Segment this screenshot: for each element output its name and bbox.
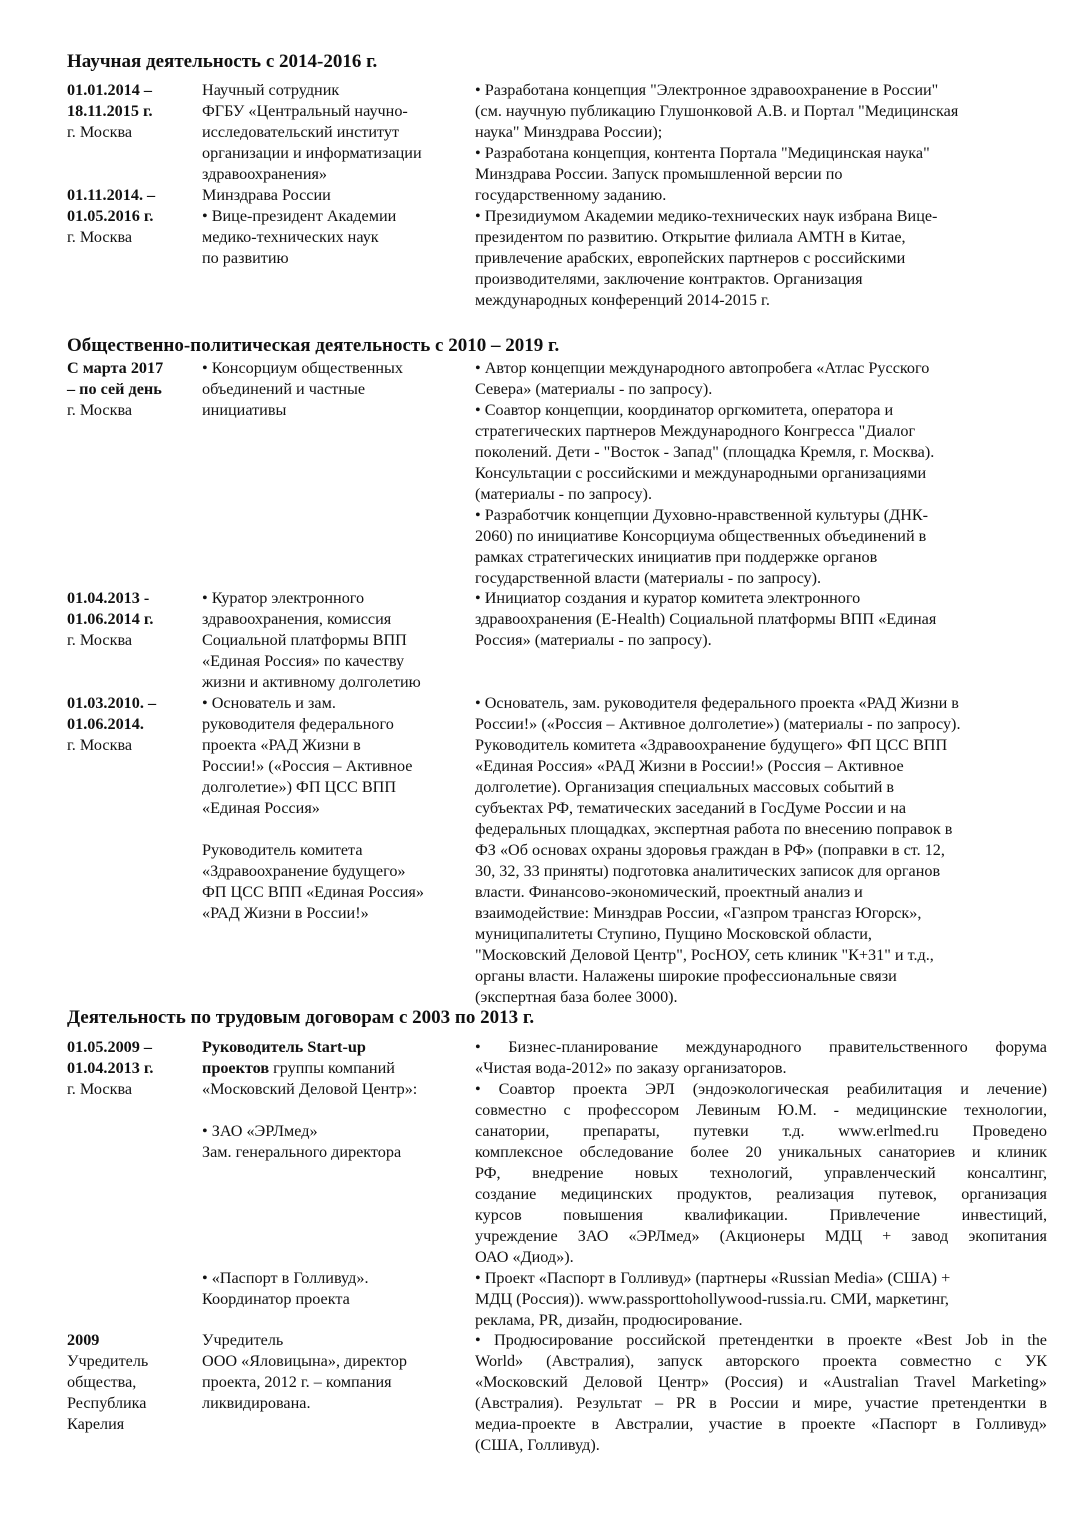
entry-role xyxy=(202,693,472,924)
role-line: руководителя федерального xyxy=(202,715,394,733)
entry-dates xyxy=(67,1330,195,1435)
detail-line: • Соавтор проекта ЭРЛ (эндоэкологическая реабилитация и лечение) xyxy=(475,1080,1047,1098)
detail-line: президентом по развитию. Открытие филиала АМТН в Китае, xyxy=(475,228,906,246)
role-line: • ЗАО «ЭРЛмед» xyxy=(202,1122,318,1140)
role-line: инициативы xyxy=(202,401,287,419)
entry-role xyxy=(202,1330,472,1414)
date-year: 2009 xyxy=(67,1331,100,1349)
detail-line: наука" Минздрава России); xyxy=(475,123,663,141)
date-line: Карелия xyxy=(67,1415,125,1433)
date-line: Учредитель xyxy=(67,1352,149,1370)
detail-line: (см. научную публикацию Глушонковой А.В. и Портал "Медицинская xyxy=(475,102,959,120)
detail-line: • Соавтор концепции, координатор оргкомитета, оператора и xyxy=(475,401,894,419)
entry-role xyxy=(202,1037,472,1163)
role-line: Минздрава России xyxy=(202,186,331,204)
date-end: – по сей день xyxy=(67,380,162,398)
role-line: «РАД Жизни в России!» xyxy=(202,904,369,922)
entry-role xyxy=(202,358,472,421)
section-title-science: Научная деятельность с 2014-2016 г. xyxy=(67,51,378,72)
role-line: ФП ЦСС ВПП «Единая Россия» xyxy=(202,883,424,901)
detail-line: World» (Австралия), запуск авторского проекта совместно с УК xyxy=(475,1352,1047,1370)
entry-dates xyxy=(67,693,195,756)
role-title-tail: группы компаний xyxy=(269,1059,395,1077)
section-title-public: Общественно-политическая деятельность с 2010 – 2019 г. xyxy=(67,335,560,356)
date-location: г. Москва xyxy=(67,1080,133,1098)
detail-line: поколений. Дети - "Восток - Запад" (площадка Кремля, г. Москва). xyxy=(475,443,935,461)
entry-details xyxy=(475,1037,1047,1268)
date-line: Республика xyxy=(67,1394,147,1412)
date-location: г. Москва xyxy=(67,123,133,141)
date-location: г. Москва xyxy=(67,736,133,754)
date-location: г. Москва xyxy=(67,631,133,649)
detail-line: международных конференций 2014-2015 г. xyxy=(475,291,770,309)
date-start: 01.04.2013 - xyxy=(67,589,150,607)
detail-line: взаимодействие: Минздрав России, «Газпром трансгаз Югорск», xyxy=(475,904,922,922)
detail-line: долголетие). Организация специальных массовых событий в xyxy=(475,778,895,796)
role-title-line: Руководитель Start-up xyxy=(202,1038,366,1056)
detail-line: ОАО «Диод»). xyxy=(475,1248,574,1266)
entry-dates xyxy=(67,185,195,248)
detail-line: учреждение ЗАО «ЭРЛмед» (Акционеры МДЦ + завод экопитания xyxy=(475,1227,1047,1245)
detail-line: 2060) по инициативе Консорциума общественных объединений в xyxy=(475,527,927,545)
detail-line: производителями, заключение контрактов. Организация xyxy=(475,270,863,288)
detail-line: Минздрава России. Запуск промышленной версии по xyxy=(475,165,843,183)
role-line: ФГБУ «Центральный научно- xyxy=(202,102,408,120)
role-line: «Единая Россия» xyxy=(202,799,320,817)
role-line: по развитию xyxy=(202,249,289,267)
entry-details xyxy=(475,588,1047,651)
role-line: • «Паспорт в Голливуд». xyxy=(202,1269,369,1287)
date-start: 01.03.2010. – xyxy=(67,694,157,712)
role-line: «Здравоохранение будущего» xyxy=(202,862,406,880)
detail-line: власти. Финансово-экономический, проектный анализ и xyxy=(475,883,863,901)
role-line xyxy=(202,819,472,840)
entry-role xyxy=(202,80,472,185)
role-line: долголетие») ФП ЦСС ВПП xyxy=(202,778,397,796)
entry-dates xyxy=(67,588,195,651)
detail-line: медиа-проекте в Австралии, участие в проекте «Паспорт в Голливуд» xyxy=(475,1415,1047,1433)
role-line: проекта, 2012 г. – компания xyxy=(202,1373,392,1391)
role-line: ООО «Яловицына», директор xyxy=(202,1352,407,1370)
role-line: здравоохранения» xyxy=(202,165,328,183)
date-start: 01.05.2009 – xyxy=(67,1038,152,1056)
entry-role xyxy=(202,185,472,269)
section-title-employment: Деятельность по трудовым договорам с 2003 по 2013 г. xyxy=(67,1007,535,1028)
entry-role xyxy=(202,1268,472,1310)
detail-line: • Основатель, зам. руководителя федерального проекта «РАД Жизни в xyxy=(475,694,959,712)
detail-line: 30, 32, 33 приняты) подготовка аналитических записок для органов xyxy=(475,862,941,880)
date-end: 18.11.2015 г. xyxy=(67,102,153,120)
date-start: 01.01.2014 – xyxy=(67,81,152,99)
detail-line: МДЦ (Россия)). www.passporttohollywood-russia.ru. СМИ, маркетинг, xyxy=(475,1290,949,1308)
detail-line: • Продюсирование российской претендентки в проекте «Best Job in the xyxy=(475,1331,1047,1349)
role-line: ликвидирована. xyxy=(202,1394,311,1412)
role-line: • Основатель и зам. xyxy=(202,694,336,712)
detail-line: «Единая Россия» «РАД Жизни в России!» (Россия – Активное xyxy=(475,757,904,775)
role-line: • Куратор электронного xyxy=(202,589,365,607)
detail-line: • Бизнес-планирование международного правительственного форума xyxy=(475,1038,1047,1056)
date-start: 01.11.2014. – xyxy=(67,186,156,204)
entry-role xyxy=(202,588,472,693)
detail-line: привлечение арабских, европейских партнеров с российскими xyxy=(475,249,906,267)
role-line: Руководитель комитета xyxy=(202,841,363,859)
detail-line: • Разработчик концепции Духовно-нравственной культуры (ДНК- xyxy=(475,506,929,524)
detail-line: органы власти. Налажены широкие профессиональные связи xyxy=(475,967,897,985)
detail-line: муниципалитеты Ступино, Пущино Московской области, xyxy=(475,925,872,943)
detail-line: субъектах РФ, тематических заседаний в ГосДуме России и на xyxy=(475,799,907,817)
entry-dates xyxy=(67,358,195,421)
role-line xyxy=(202,1100,472,1121)
entry-details xyxy=(475,358,1047,589)
entry-dates xyxy=(67,80,195,143)
role-title-bold: проектов xyxy=(202,1059,270,1077)
date-line: общества, xyxy=(67,1373,137,1391)
role-line: исследовательский институт xyxy=(202,123,400,141)
detail-line: федеральных площадках, экспертная работа по внесению поправок в xyxy=(475,820,953,838)
date-start: С марта 2017 xyxy=(67,359,164,377)
role-line: «Московский Деловой Центр»: xyxy=(202,1080,418,1098)
role-line: Научный сотрудник xyxy=(202,81,340,99)
detail-line: «Московский Деловой Центр» (Россия) и «Australian Travel Marketing» xyxy=(475,1373,1047,1391)
role-line: организации и информатизации xyxy=(202,144,422,162)
entry-dates xyxy=(67,1037,195,1100)
detail-line: • Президиумом Академии медико-технических наук избрана Вице- xyxy=(475,207,938,225)
detail-line: РФ, внедрение новых технологий, управленческий консалтинг, xyxy=(475,1164,1047,1182)
detail-line: стратегических партнеров Международного Конгресса "Диалог xyxy=(475,422,916,440)
role-line: «Единая Россия» по качеству xyxy=(202,652,405,670)
detail-line: «Чистая вода-2012» по заказу организаторов. xyxy=(475,1059,787,1077)
role-line: жизни и активному долголетию xyxy=(202,673,421,691)
role-line: Учредитель xyxy=(202,1331,284,1349)
detail-line: реклама, PR, дизайн, продюсирование. xyxy=(475,1311,743,1329)
role-line: объединений и частные xyxy=(202,380,366,398)
detail-line: комплексное обследование более 20 уникальных санаториев и клиник xyxy=(475,1143,1047,1161)
detail-line: Консультации с российскими и международными организациями xyxy=(475,464,927,482)
date-end: 01.04.2013 г. xyxy=(67,1059,154,1077)
detail-line: ФЗ «Об основах охраны здоровья граждан в РФ» (поправки в ст. 12, xyxy=(475,841,945,859)
detail-line: (экспертная база более 3000). xyxy=(475,988,678,1006)
entry-details xyxy=(475,206,1047,311)
role-title-line-2 xyxy=(202,1058,472,1079)
detail-line: рамках стратегических инициатив при поддержке органов xyxy=(475,548,878,566)
detail-line: (Австралия). Результат – PR в России и мире, участие претендентки в xyxy=(475,1394,1047,1412)
detail-line: • Разработана концепция, контента Портала "Медицинская наука" xyxy=(475,144,930,162)
entry-details xyxy=(475,1268,1047,1331)
role-line: • Вице-президент Академии xyxy=(202,207,397,225)
date-location: г. Москва xyxy=(67,228,133,246)
detail-line: "Московский Деловой Центр", РосНОУ, сеть клиник "К+31" и т.д., xyxy=(475,946,934,964)
detail-line: (материалы - по запросу). xyxy=(475,485,652,503)
detail-line: санатории, препараты, путевки т.д. www.erlmed.ru Проведено xyxy=(475,1122,1047,1140)
entry-details xyxy=(475,693,1047,1008)
detail-line: • Разработана концепция "Электронное здравоохранение в России" xyxy=(475,81,939,99)
detail-line: создание медицинских продуктов, реализация путевок, организация xyxy=(475,1185,1047,1203)
date-end: 01.05.2016 г. xyxy=(67,207,154,225)
date-end: 01.06.2014. xyxy=(67,715,144,733)
detail-line: государственному заданию. xyxy=(475,186,667,204)
detail-line: • Автор концепции международного автопробега «Атлас Русского xyxy=(475,359,930,377)
role-line: проекта «РАД Жизни в xyxy=(202,736,361,754)
detail-line: Руководитель комитета «Здравоохранение будущего» ФП ЦСС ВПП xyxy=(475,736,948,754)
detail-line: России!» («Россия – Активное долголетие») (материалы - по запросу). xyxy=(475,715,961,733)
role-line: медико-технических наук xyxy=(202,228,379,246)
detail-line: • Инициатор создания и куратор комитета электронного xyxy=(475,589,861,607)
detail-line: курсов повышения квалификации. Привлечение инвестиций, xyxy=(475,1206,1047,1224)
entry-details xyxy=(475,80,1047,206)
detail-line: (США, Голливуд). xyxy=(475,1436,600,1454)
detail-line: государственной власти (материалы - по запросу). xyxy=(475,569,822,587)
detail-line: • Проект «Паспорт в Голливуд» (партнеры «Russian Media» (США) + xyxy=(475,1269,951,1287)
role-line: Социальной платформы ВПП xyxy=(202,631,407,649)
detail-line: Севера» (материалы - по запросу). xyxy=(475,380,713,398)
date-location: г. Москва xyxy=(67,401,133,419)
role-line: России!» («Россия – Активное xyxy=(202,757,413,775)
detail-line: совместно с профессором Левиным Ю.М. - медицинские технологии, xyxy=(475,1101,1047,1119)
role-line: Зам. генерального директора xyxy=(202,1143,402,1161)
detail-line: Россия» (материалы - по запросу). xyxy=(475,631,712,649)
detail-line: здравоохранения (E-Health) Социальной платформы ВПП «Единая xyxy=(475,610,937,628)
role-line: • Консорциум общественных xyxy=(202,359,403,377)
entry-details xyxy=(475,1330,1047,1456)
date-end: 01.06.2014 г. xyxy=(67,610,154,628)
role-line: здравоохранения, комиссия xyxy=(202,610,392,628)
role-line: Координатор проекта xyxy=(202,1290,350,1308)
